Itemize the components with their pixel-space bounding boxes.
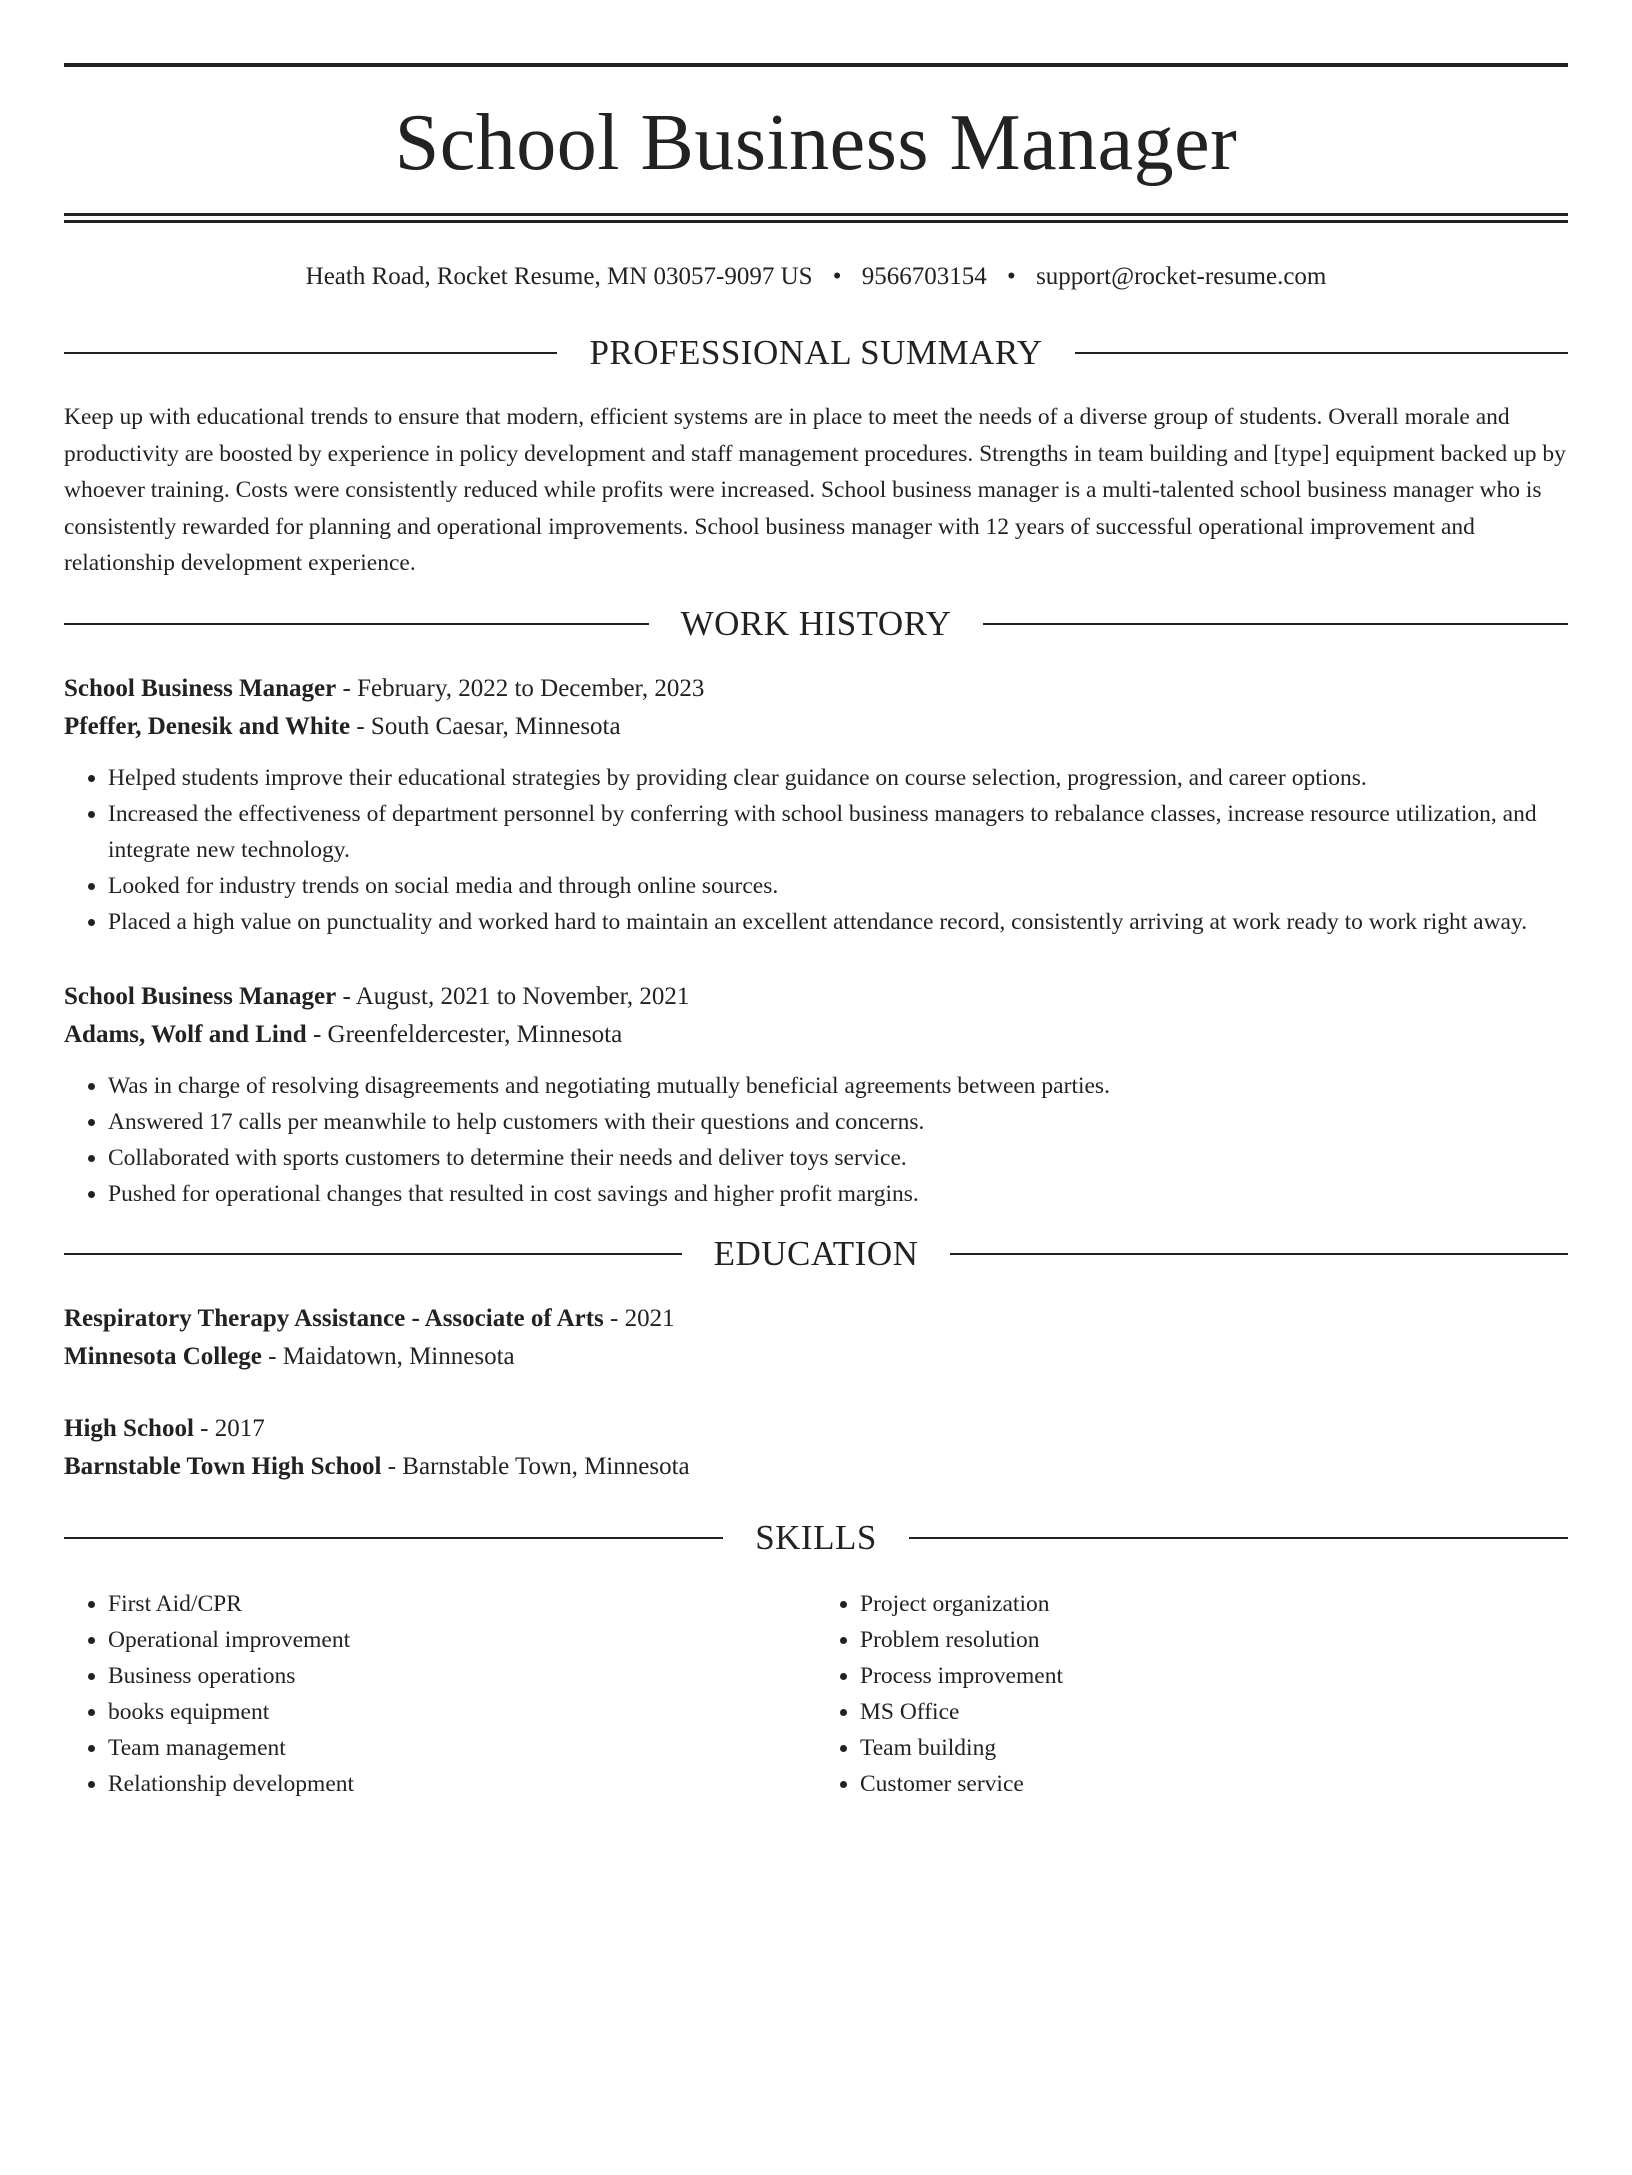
job-role: School Business Manager	[64, 982, 337, 1010]
education-degree-line	[64, 1300, 1568, 1338]
heading-rule-right	[1075, 352, 1568, 354]
education-entry	[64, 1410, 1568, 1486]
list-item: • Collaborated with sports customers to determine their needs and deliver toys service.	[108, 1140, 1568, 1176]
list-item: • Process improvement	[860, 1658, 1568, 1694]
education-school: Minnesota College	[64, 1342, 262, 1370]
skills-list-right	[816, 1586, 1568, 1802]
section-heading-skills	[64, 1518, 1568, 1558]
list-item: • MS Office	[860, 1694, 1568, 1730]
education-entry	[64, 1300, 1568, 1376]
job-company-line	[64, 708, 1568, 746]
contact-email: support@rocket-resume.com	[1036, 263, 1327, 290]
education-location: - Barnstable Town, Minnesota	[381, 1452, 690, 1480]
list-item: • Increased the effectiveness of department personnel by conferring with school business managers to rebalance classes, increase resource utilization, and integrate new technology.	[108, 796, 1568, 868]
education-degree: High School	[64, 1414, 194, 1442]
contact-separator: •	[1007, 263, 1016, 290]
education-school: Barnstable Town High School	[64, 1452, 382, 1480]
contact-phone: 9566703154	[861, 263, 987, 290]
job-entry	[64, 670, 1568, 940]
education-school-line	[64, 1448, 1568, 1486]
top-rule	[64, 63, 1568, 67]
job-entry	[64, 978, 1568, 1212]
heading-rule-left	[64, 1537, 723, 1539]
list-item: • Pushed for operational changes that resulted in cost savings and higher profit margins.	[108, 1176, 1568, 1212]
job-role: School Business Manager	[64, 674, 337, 702]
section-title: EDUCATION	[713, 1233, 919, 1273]
section-heading-work	[64, 604, 1568, 644]
job-company: Adams, Wolf and Lind	[64, 1020, 307, 1048]
list-item: • Helped students improve their educational strategies by providing clear guidance on course selection, progression, and career options.	[108, 760, 1568, 796]
list-item: • Customer service	[860, 1766, 1568, 1802]
job-company-line	[64, 1016, 1568, 1054]
skills-columns	[64, 1586, 1568, 1802]
heading-rule-left	[64, 1253, 682, 1255]
list-item: • Answered 17 calls per meanwhile to help customers with their questions and concerns.	[108, 1104, 1568, 1140]
section-title: WORK HISTORY	[680, 603, 952, 643]
list-item: • Team building	[860, 1730, 1568, 1766]
job-location: - Greenfeldercester, Minnesota	[306, 1020, 623, 1048]
list-item: • Relationship development	[108, 1766, 816, 1802]
education-degree: Respiratory Therapy Assistance - Associate of Arts	[64, 1304, 604, 1332]
resume-name: School Business Manager	[394, 99, 1238, 187]
heading-rule-left	[64, 352, 557, 354]
contact-line	[64, 257, 1568, 297]
list-item: • books equipment	[108, 1694, 816, 1730]
job-dates: - February, 2022 to December, 2023	[336, 674, 705, 702]
job-bullets	[64, 760, 1568, 940]
education-year: - 2021	[603, 1304, 675, 1332]
list-item: • First Aid/CPR	[108, 1586, 816, 1622]
list-item: • Was in charge of resolving disagreements and negotiating mutually beneficial agreements between parties.	[108, 1068, 1568, 1104]
heading-rule-right	[950, 1253, 1568, 1255]
job-location: - South Caesar, Minnesota	[350, 712, 621, 740]
section-heading-summary	[64, 333, 1568, 373]
contact-separator: •	[832, 263, 842, 290]
list-item: • Placed a high value on punctuality and worked hard to maintain an excellent attendance record, consistently arriving at work ready to work right away.	[108, 904, 1568, 940]
skills-list-left	[64, 1586, 816, 1802]
heading-rule-right	[909, 1537, 1568, 1539]
header-double-rule	[64, 213, 1568, 223]
contact-address: Heath Road, Rocket Resume, MN 03057-9097 US	[305, 263, 813, 290]
education-degree-line	[64, 1410, 1568, 1448]
job-bullets	[64, 1068, 1568, 1212]
heading-rule-right	[983, 623, 1568, 625]
list-item: • Problem resolution	[860, 1622, 1568, 1658]
resume-page	[0, 63, 1632, 2175]
section-title: SKILLS	[755, 1517, 877, 1557]
section-heading-education	[64, 1234, 1568, 1274]
list-item: • Operational improvement	[108, 1622, 816, 1658]
list-item: • Looked for industry trends on social media and through online sources.	[108, 868, 1568, 904]
section-title: PROFESSIONAL SUMMARY	[589, 333, 1043, 372]
education-school-line	[64, 1338, 1568, 1376]
job-dates: - August, 2021 to November, 2021	[336, 982, 690, 1010]
education-location: - Maidatown, Minnesota	[261, 1342, 515, 1370]
list-item: • Project organization	[860, 1586, 1568, 1622]
summary-text: Keep up with educational trends to ensure that modern, efficient systems are in place to meet the needs of a diverse group of students. Overall morale and productivity are boosted by experience in policy development and staff management procedures. Strengths in team building and [type] equipment backed up by whoever training. Costs were consistently reduced while profits were increased. School business manager is a multi-talented school business manager who is consistently rewarded for planning and operational improvements. School business manager with 12 years of successful operational improvement and relationship development experience.	[64, 404, 1566, 576]
job-company: Pfeffer, Denesik and White	[64, 712, 351, 740]
education-year: - 2017	[193, 1414, 265, 1442]
heading-rule-left	[64, 623, 649, 625]
list-item: • Business operations	[108, 1658, 816, 1694]
job-title-line	[64, 978, 1568, 1016]
job-title-line	[64, 670, 1568, 708]
list-item: • Team management	[108, 1730, 816, 1766]
